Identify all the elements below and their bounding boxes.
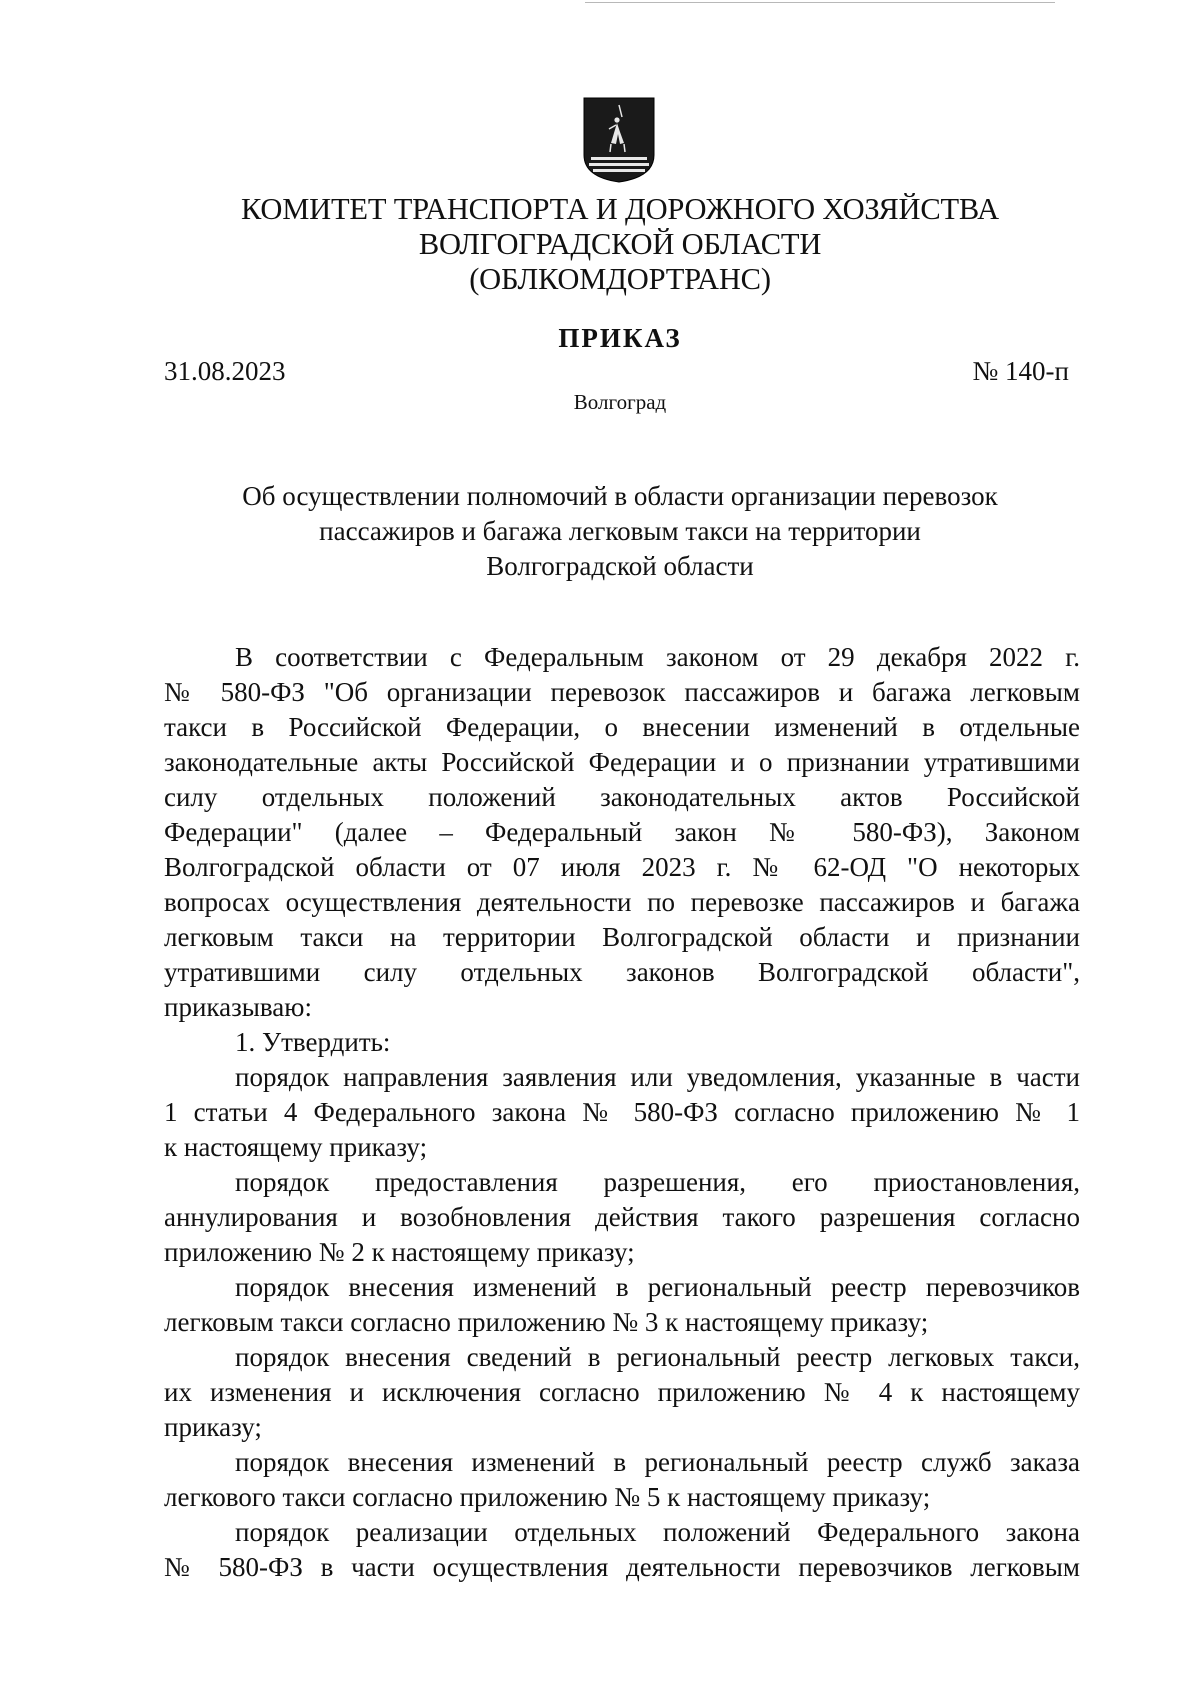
list-item-line: их изменения и исключения согласно приложению № 4 к настоящему <box>164 1377 1080 1407</box>
subject-line: Об осуществлении полномочий в области организации перевозок <box>242 481 998 511</box>
list-item-line: порядок направления заявления или уведомления, указанные в части <box>235 1062 1080 1092</box>
list-item-line: 1 статьи 4 Федерального закона № 580-ФЗ согласно приложению № 1 <box>164 1097 1080 1127</box>
body-line: Федерации" (далее – Федеральный закон № 580-ФЗ), Законом <box>164 817 1080 847</box>
body-line: Волгоградской области от 07 июля 2023 г. № 62-ОД "О некоторых <box>164 852 1080 882</box>
order-date: 31.08.2023 <box>164 356 286 386</box>
scan-edge-line <box>585 2 1055 3</box>
body-line: приказываю: <box>164 992 312 1022</box>
list-heading: 1. Утвердить: <box>235 1027 391 1057</box>
list-item-line: порядок реализации отдельных положений Федерального закона <box>235 1517 1080 1547</box>
body-line: легковым такси на территории Волгоградской области и признании <box>164 922 1080 952</box>
list-item-line: к настоящему приказу; <box>164 1132 428 1162</box>
org-abbreviation: (ОБЛКОМДОРТРАНС) <box>469 262 771 296</box>
list-item-line: порядок внесения сведений в региональный реестр легковых такси, <box>235 1342 1080 1372</box>
list-item-line: аннулирования и возобновления действия такого разрешения согласно <box>164 1202 1080 1232</box>
body-line: силу отдельных положений законодательных актов Российской <box>164 782 1080 812</box>
org-name-line-1: КОМИТЕТ ТРАНСПОРТА И ДОРОЖНОГО ХОЗЯЙСТВА <box>241 192 999 226</box>
document-type-title: ПРИКАЗ <box>558 323 682 353</box>
subject-line: пассажиров и багажа легковым такси на территории <box>319 516 921 546</box>
body-line: В соответствии с Федеральным законом от 29 декабря 2022 г. <box>235 642 1080 672</box>
body-line: утратившими силу отдельных законов Волгоградской области", <box>164 957 1080 987</box>
body-line: № 580-ФЗ "Об организации перевозок пассажиров и багажа легковым <box>164 677 1080 707</box>
list-item-line: приказу; <box>164 1412 262 1442</box>
body-line: законодательные акты Российской Федерации и о признании утратившими <box>164 747 1080 777</box>
order-body-text <box>164 640 1080 1585</box>
body-line: вопросах осуществления деятельности по перевозке пассажиров и багажа <box>164 887 1080 917</box>
list-item-line: легкового такси согласно приложению № 5 к настоящему приказу; <box>164 1482 931 1512</box>
order-number: № 140-п <box>972 356 1069 386</box>
subject-line: Волгоградской области <box>486 551 754 581</box>
list-item-line: порядок предоставления разрешения, его приостановления, <box>235 1167 1080 1197</box>
list-item-line: порядок внесения изменений в региональный реестр перевозчиков <box>235 1272 1080 1302</box>
org-name-line-2: ВОЛГОГРАДСКОЙ ОБЛАСТИ <box>418 227 822 261</box>
volgograd-coat-of-arms-icon <box>583 97 655 183</box>
body-line: такси в Российской Федерации, о внесении изменений в отдельные <box>164 712 1080 742</box>
order-city: Волгоград <box>573 390 667 414</box>
list-item-line: порядок внесения изменений в региональный реестр служб заказа <box>235 1447 1080 1477</box>
list-item-line: легковым такси согласно приложению № 3 к настоящему приказу; <box>164 1307 929 1337</box>
list-item-line: приложению № 2 к настоящему приказу; <box>164 1237 635 1267</box>
list-item-line: № 580-ФЗ в части осуществления деятельности перевозчиков легковым <box>164 1552 1080 1582</box>
